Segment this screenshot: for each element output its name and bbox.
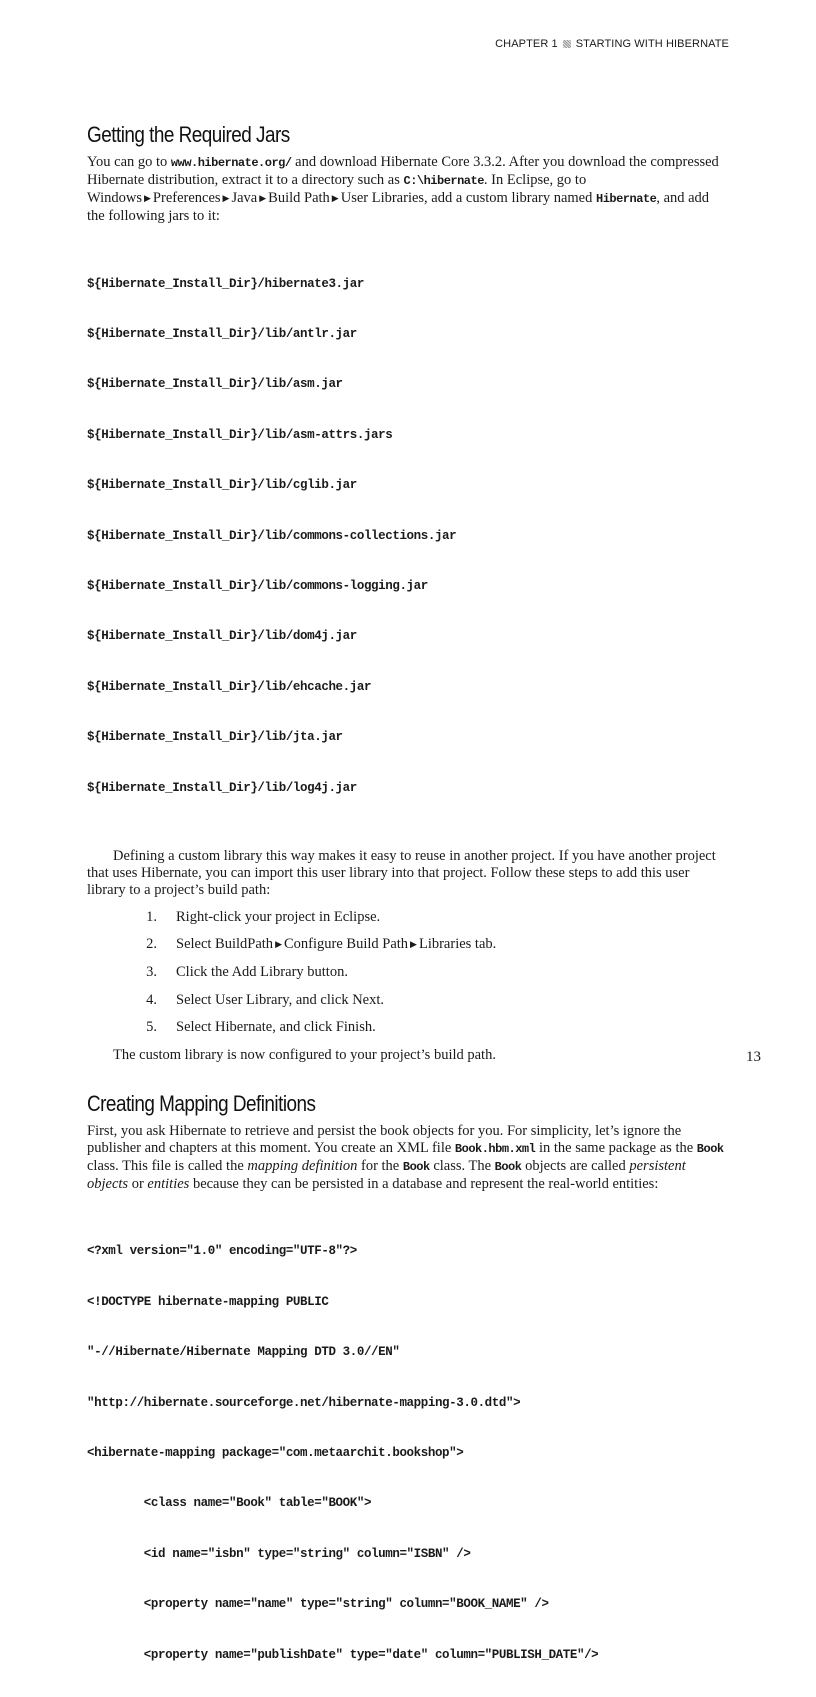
code-line: ${Hibernate_Install_Dir}/hibernate3.jar bbox=[87, 276, 364, 291]
menu-arrow-icon: ▶ bbox=[410, 939, 417, 950]
menu-path-item: Build Path bbox=[268, 190, 330, 206]
inline-code-library: Hibernate bbox=[596, 192, 657, 206]
menu-arrow-icon: ▶ bbox=[275, 939, 282, 950]
code-line: ${Hibernate_Install_Dir}/lib/log4j.jar bbox=[87, 780, 357, 795]
xml-mapping-code-block bbox=[87, 1210, 729, 1697]
menu-path-item: Java bbox=[231, 190, 258, 206]
code-line: <id name="isbn" type="string" column="ISBN" /> bbox=[87, 1546, 471, 1561]
text-run: First, you ask Hibernate to retrieve and persist the book objects for you. For simplicity, let’s ignore the publisher and chapters at this moment. You create an XML file bbox=[87, 1122, 682, 1156]
code-line: "http://hibernate.sourceforge.net/hibernate-mapping-3.0.dtd"> bbox=[87, 1395, 521, 1410]
paragraph-download-hibernate bbox=[87, 154, 729, 225]
emphasis-term: entities bbox=[147, 1175, 190, 1192]
running-head bbox=[495, 38, 729, 50]
step-text bbox=[176, 936, 496, 953]
step-text: Right-click your project in Eclipse. bbox=[176, 908, 381, 925]
inline-code-class: Book bbox=[494, 1159, 522, 1174]
code-line: <property name="publishDate" type="date" column="PUBLISH_DATE"/> bbox=[87, 1647, 599, 1662]
code-line: <property name="name" type="string" column="BOOK_NAME" /> bbox=[87, 1597, 549, 1612]
code-line: ${Hibernate_Install_Dir}/lib/jta.jar bbox=[87, 730, 343, 745]
text-run: and download Hibernate Core 3.3.2. After you download the compressed Hibernate distribution, extract it to a directory such as bbox=[87, 154, 719, 188]
code-line: <!DOCTYPE hibernate-mapping PUBLIC bbox=[87, 1294, 329, 1309]
step-number: 4. bbox=[146, 991, 157, 1008]
code-line: ${Hibernate_Install_Dir}/lib/ehcache.jar bbox=[87, 679, 372, 694]
menu-arrow-icon: ▶ bbox=[222, 193, 230, 203]
text-run: , and add the following jars to it: bbox=[87, 190, 710, 224]
inline-code-url: www.hibernate.org/ bbox=[170, 156, 292, 170]
list-item bbox=[87, 964, 729, 981]
inline-code-class: Book bbox=[696, 1141, 724, 1156]
code-line: <hibernate-mapping package="com.metaarchit.bookshop"> bbox=[87, 1446, 464, 1461]
code-line: ${Hibernate_Install_Dir}/lib/dom4j.jar bbox=[87, 629, 357, 644]
page-number: 13 bbox=[746, 1049, 761, 1065]
inline-code-class: Book bbox=[402, 1159, 430, 1174]
emphasis-term: mapping definition bbox=[247, 1157, 358, 1174]
step-number: 1. bbox=[146, 908, 157, 925]
step-number: 2. bbox=[146, 936, 157, 953]
chapter-title: STARTING WITH HIBERNATE bbox=[575, 38, 729, 50]
code-line: ${Hibernate_Install_Dir}/lib/antlr.jar bbox=[87, 326, 357, 341]
code-line: ${Hibernate_Install_Dir}/lib/cglib.jar bbox=[87, 478, 357, 493]
list-item bbox=[87, 992, 729, 1009]
text-run: because they can be persisted in a database and represent the real-world entities: bbox=[189, 1175, 659, 1192]
text-run: Configure Build Path bbox=[283, 936, 409, 953]
chapter-separator-icon bbox=[563, 40, 571, 48]
text-run: objects are called bbox=[521, 1157, 630, 1174]
menu-arrow-icon: ▶ bbox=[259, 193, 267, 203]
text-run: for the bbox=[357, 1157, 403, 1174]
text-run: . In Eclipse, go to Windows bbox=[87, 172, 587, 206]
step-text: Select User Library, and click Next. bbox=[176, 991, 385, 1008]
text-run: Libraries tab. bbox=[418, 936, 497, 953]
text-run: Select BuildPath bbox=[176, 936, 274, 953]
inline-code-dir: C:\hibernate bbox=[403, 174, 484, 188]
emphasis-term: persistent objects bbox=[87, 1157, 686, 1192]
text-run: or bbox=[128, 1175, 148, 1192]
code-line: ${Hibernate_Install_Dir}/lib/commons-collections.jar bbox=[87, 528, 457, 543]
paragraph-mapping-intro bbox=[87, 1123, 729, 1193]
text-run: class. The bbox=[429, 1157, 495, 1174]
menu-path-item: User Libraries, add a custom library named bbox=[340, 190, 596, 206]
inline-code-filename: Book.hbm.xml bbox=[454, 1141, 536, 1156]
steps-list bbox=[87, 909, 729, 1036]
code-line: "-//Hibernate/Hibernate Mapping DTD 3.0//EN" bbox=[87, 1345, 400, 1360]
text-run: in the same package as the bbox=[535, 1139, 697, 1156]
step-number: 3. bbox=[146, 964, 157, 981]
section-heading-mapping-definitions: Creating Mapping Definitions bbox=[87, 1090, 316, 1116]
page-content bbox=[87, 122, 729, 1697]
step-text: Select Hibernate, and click Finish. bbox=[176, 1019, 376, 1036]
paragraph-custom-library: Defining a custom library this way makes it easy to reuse in another project. If you have another project that uses Hibernate, you can import this user library into that project. Follow these steps to add this user library to a project’s build path: bbox=[87, 847, 716, 898]
list-item bbox=[87, 1019, 729, 1036]
menu-arrow-icon: ▶ bbox=[331, 193, 339, 203]
step-text: Click the Add Library button. bbox=[176, 964, 348, 981]
code-line: ${Hibernate_Install_Dir}/lib/asm-attrs.jars bbox=[87, 427, 393, 442]
paragraph-configured: The custom library is now configured to your project’s build path. bbox=[113, 1046, 496, 1063]
text-run: class. This file is called the bbox=[87, 1157, 248, 1174]
code-line: <class name="Book" table="BOOK"> bbox=[87, 1496, 372, 1511]
code-line: <?xml version="1.0" encoding="UTF-8"?> bbox=[87, 1244, 357, 1259]
list-item bbox=[87, 909, 729, 926]
section-heading-required-jars: Getting the Required Jars bbox=[87, 122, 290, 147]
code-line: ${Hibernate_Install_Dir}/lib/asm.jar bbox=[87, 377, 343, 392]
code-line: ${Hibernate_Install_Dir}/lib/commons-logging.jar bbox=[87, 578, 428, 593]
jar-list-code-block bbox=[87, 242, 729, 830]
text-run: You can go to bbox=[87, 154, 171, 170]
chapter-number: CHAPTER 1 bbox=[495, 38, 558, 50]
menu-arrow-icon: ▶ bbox=[144, 193, 151, 203]
list-item bbox=[87, 936, 729, 953]
step-number: 5. bbox=[146, 1019, 157, 1036]
menu-path-item: Preferences bbox=[152, 190, 221, 206]
